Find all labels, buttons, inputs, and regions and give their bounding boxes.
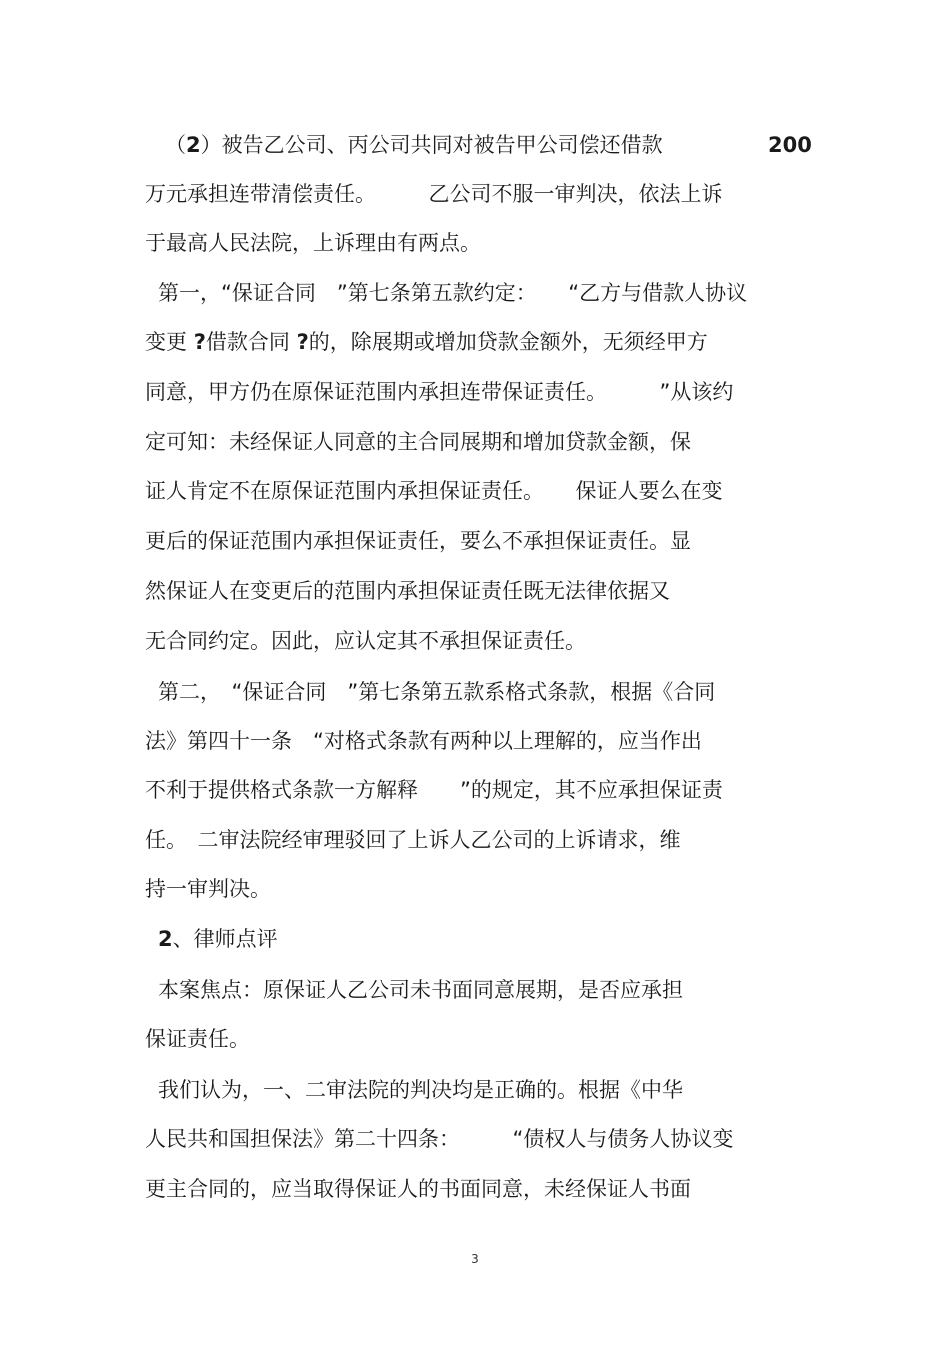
text-line-18: 本案焦点：原保证人乙公司未书面同意展期，是否应承担: [158, 978, 683, 1002]
text-line-8: 证人肯定不在原保证范围内承担保证责任。 保证人要么在变: [145, 479, 723, 503]
text-line-7: 定可知：未经保证人同意的主合同展期和增加贷款金额，保: [145, 430, 691, 454]
text-line-13: 法》第四十一条 “对格式条款有两种以上理解的，应当作出: [145, 729, 702, 753]
text-line-6: 同意，甲方仍在原保证范围内承担连带保证责任。 ”从该约: [145, 380, 734, 404]
section-heading: 2、律师点评: [158, 927, 278, 951]
text-line-5: 变更 ?借款合同 ?的，除展期或增加贷款金额外，无须经甲方: [145, 330, 708, 354]
text-line-15: 任。 二审法院经审理驳回了上诉人乙公司的上诉请求，维: [145, 828, 681, 852]
text-line-16: 持一审判决。: [145, 877, 271, 901]
text-line-10: 然保证人在变更后的范围内承担保证责任既无法律依据又: [145, 579, 670, 603]
text-line-21: 人民共和国担保法》第二十四条： “债权人与债务人协议变: [145, 1127, 734, 1151]
text-line-12: 第二， “保证合同 ”第七条第五款系格式条款，根据《合同: [158, 680, 716, 704]
text-line-3: 于最高人民法院，上诉理由有两点。: [145, 231, 481, 255]
text-line-4: 第一，“保证合同 ”第七条第五款约定： “乙方与借款人协议: [158, 281, 748, 305]
text-line-20: 我们认为，一、二审法院的判决均是正确的。根据《中华: [158, 1078, 683, 1102]
text-line-1: （2）被告乙公司、丙公司共同对被告甲公司偿还借款: [165, 133, 663, 157]
text-line-19: 保证责任。: [145, 1027, 250, 1051]
page-number: 3: [471, 1252, 479, 1266]
text-line-22: 更主合同的，应当取得保证人的书面同意，未经保证人书面: [145, 1177, 691, 1201]
text-line-2: 万元承担连带清偿责任。 乙公司不服一审判决，依法上诉: [145, 182, 723, 206]
text-line-9: 更后的保证范围内承担保证责任，要么不承担保证责任。显: [145, 529, 691, 553]
text-line-14: 不利于提供格式条款一方解释 ”的规定，其不应承担保证责: [145, 778, 723, 802]
text-line-1-amount: 200: [768, 133, 812, 157]
text-line-11: 无合同约定。因此，应认定其不承担保证责任。: [145, 629, 586, 653]
